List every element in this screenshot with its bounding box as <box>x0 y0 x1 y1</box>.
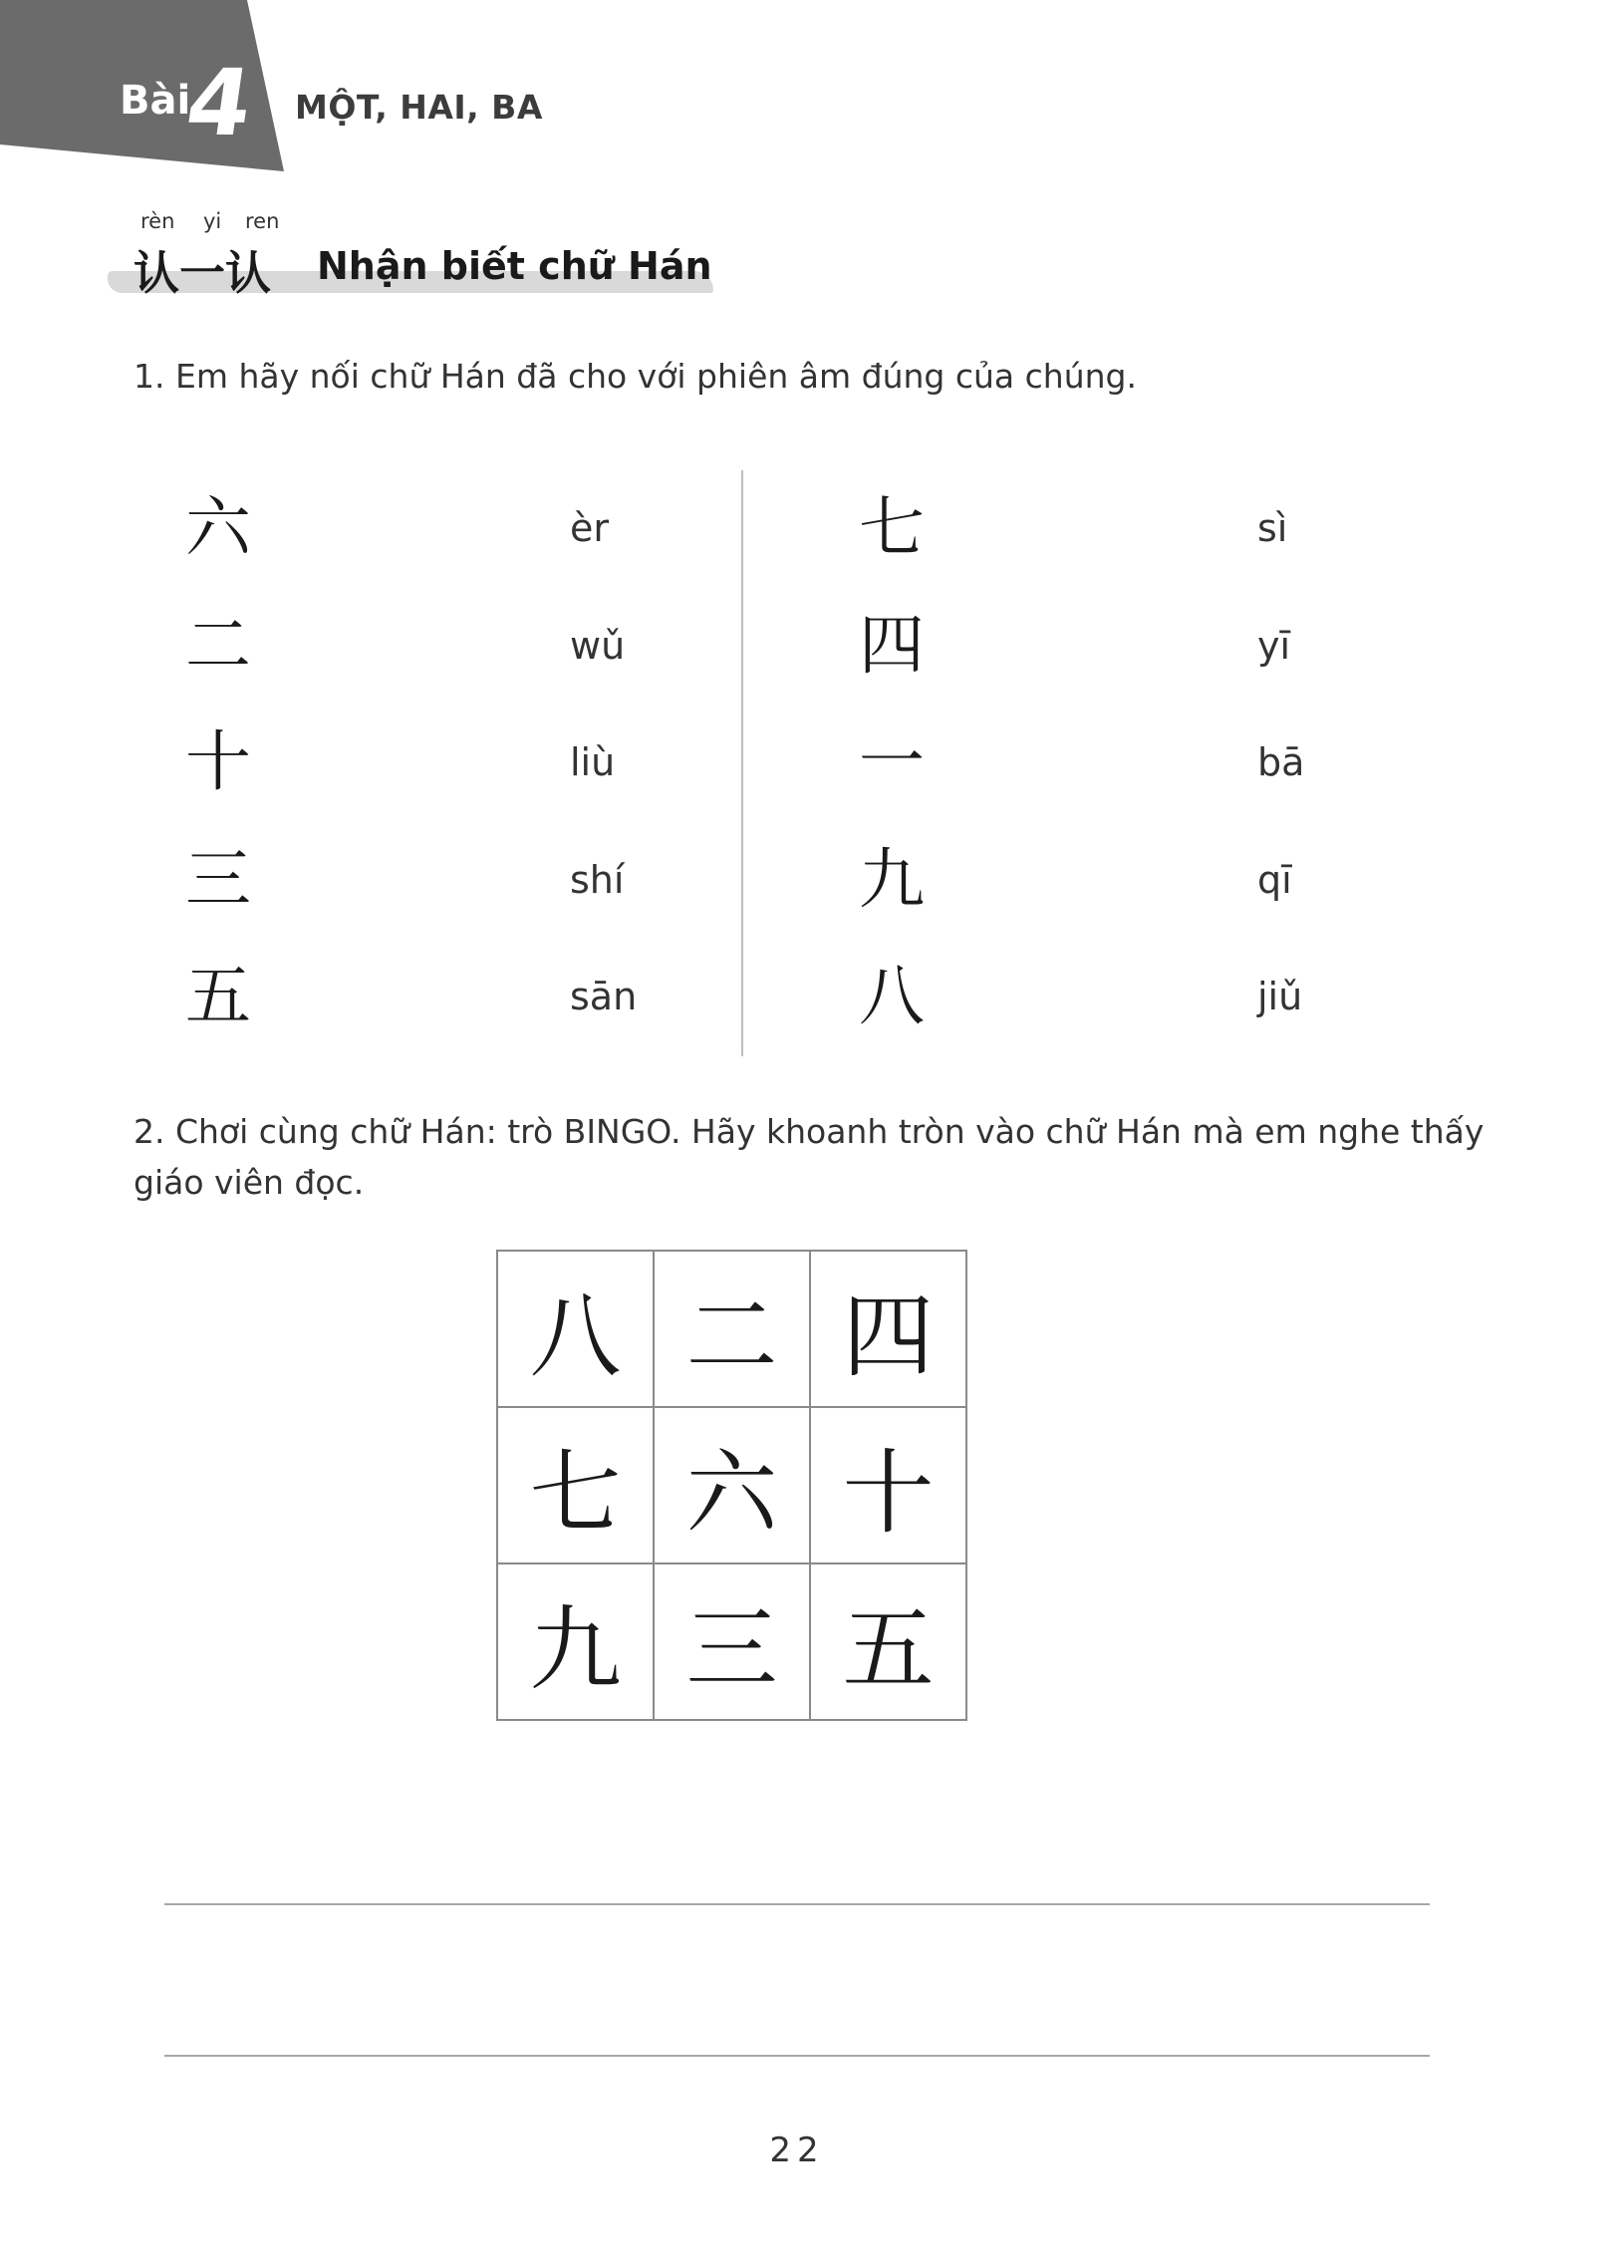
match-hanzi[interactable]: 二 <box>185 607 251 684</box>
exercise2-instruction <box>134 1106 1484 1208</box>
page-number: 22 <box>769 2130 825 2170</box>
bingo-cell[interactable]: 五 <box>810 1563 966 1720</box>
match-pinyin[interactable]: yī <box>1257 624 1291 668</box>
match-pinyin[interactable]: qī <box>1257 858 1292 902</box>
bingo-row <box>497 1563 966 1720</box>
match-hanzi[interactable]: 四 <box>859 607 925 684</box>
section-pinyin-3: ren <box>245 209 280 233</box>
bingo-row <box>497 1407 966 1563</box>
lesson-title: MỘT, HAI, BA <box>295 88 543 127</box>
exercise1-instruction: 1. Em hãy nối chữ Hán đã cho với phiên âm đúng của chúng. <box>134 357 1137 396</box>
section-pinyin-1: rèn <box>140 209 175 233</box>
match-hanzi[interactable]: 九 <box>859 841 925 918</box>
match-pinyin[interactable]: sì <box>1257 506 1288 550</box>
section-pinyin-2: yi <box>203 209 222 233</box>
writing-line[interactable] <box>164 1903 1430 1905</box>
bingo-cell[interactable]: 三 <box>654 1563 810 1720</box>
bingo-cell[interactable]: 七 <box>497 1407 654 1563</box>
match-pinyin[interactable]: jiǔ <box>1257 975 1303 1018</box>
bingo-cell[interactable]: 六 <box>654 1407 810 1563</box>
match-hanzi[interactable]: 八 <box>859 958 925 1034</box>
lesson-word: Bài <box>120 78 191 124</box>
exercise2-instruction-line-2: giáo viên đọc. <box>134 1163 365 1203</box>
match-pinyin[interactable]: wǔ <box>570 624 626 668</box>
match-hanzi[interactable]: 五 <box>185 958 251 1034</box>
match-divider <box>741 470 743 1056</box>
match-hanzi[interactable]: 三 <box>185 841 251 918</box>
bingo-cell[interactable]: 十 <box>810 1407 966 1563</box>
match-hanzi[interactable]: 七 <box>859 489 925 566</box>
lesson-number: 4 <box>179 50 259 156</box>
section-hanzi: 认一认 <box>134 246 271 300</box>
match-hanzi[interactable]: 十 <box>185 723 251 800</box>
bingo-row <box>497 1251 966 1407</box>
bingo-grid <box>496 1250 967 1721</box>
bingo-cell[interactable]: 二 <box>654 1251 810 1407</box>
bingo-cell[interactable]: 八 <box>497 1251 654 1407</box>
match-hanzi[interactable]: 一 <box>859 723 925 800</box>
exercise2-instruction-line-1: 2. Chơi cùng chữ Hán: trò BINGO. Hãy khoanh tròn vào chữ Hán mà em nghe thấy <box>134 1112 1485 1151</box>
match-pinyin[interactable]: èr <box>570 506 610 550</box>
bingo-cell[interactable]: 九 <box>497 1563 654 1720</box>
bingo-cell[interactable]: 四 <box>810 1251 966 1407</box>
match-pinyin[interactable]: sān <box>570 975 638 1018</box>
section-title: Nhận biết chữ Hán <box>317 244 712 288</box>
writing-line[interactable] <box>164 2055 1430 2057</box>
match-hanzi[interactable]: 六 <box>185 489 251 566</box>
match-pinyin[interactable]: liù <box>570 740 616 784</box>
match-pinyin[interactable]: bā <box>1257 740 1305 784</box>
match-pinyin[interactable]: shí <box>570 858 625 902</box>
